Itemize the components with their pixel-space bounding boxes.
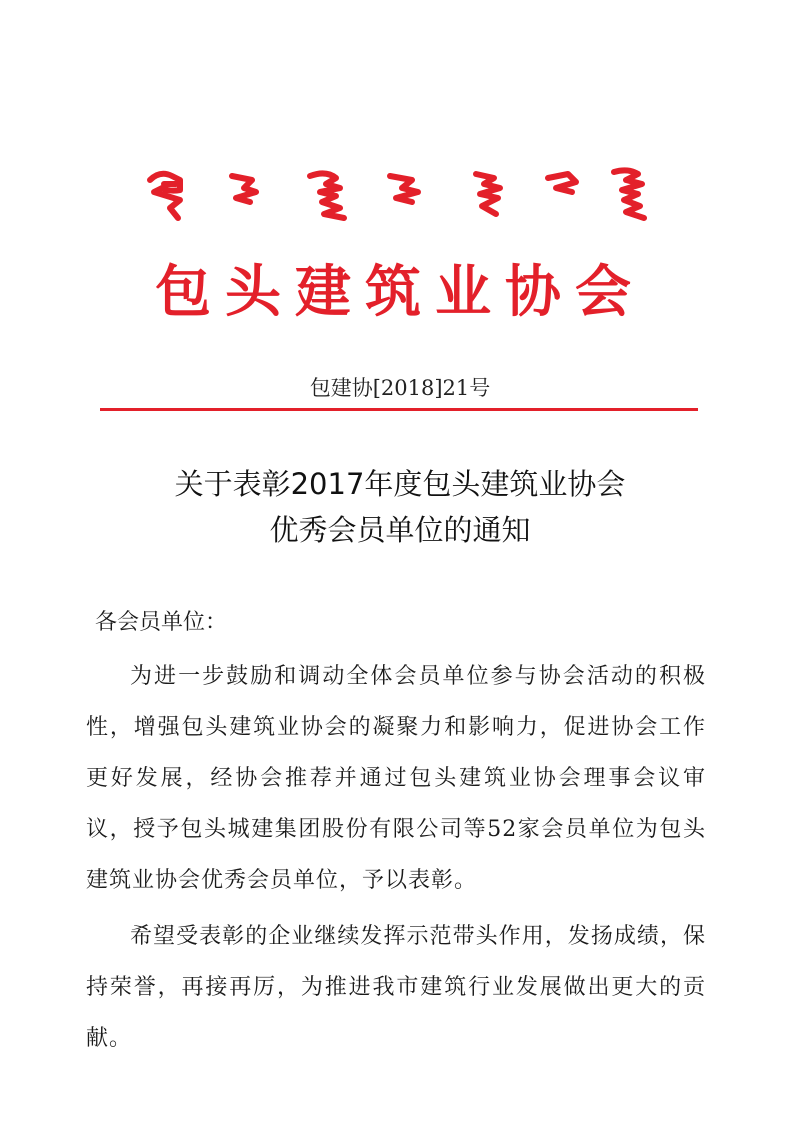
body-paragraph-1: 为进一步鼓励和调动全体会员单位参与协会活动的积极性，增强包头建筑业协会的凝聚力和影响力，促进协会工作更好发展，经协会推荐并通过包头建筑业协会理事会议审议，授予包头城建集团股份有限公司等52家会员单位为包头建筑业协会优秀会员单位，予以表彰。 <box>86 664 706 893</box>
red-header-divider <box>100 408 698 411</box>
document-number: 包建协[2018]21号 <box>309 376 491 400</box>
organization-name: 包头建筑业协会 <box>155 260 645 325</box>
salutation: 各会员单位： <box>95 610 228 635</box>
mongolian-org-name-logo <box>140 162 660 232</box>
notice-title-line-1: 关于表彰2017年度包头建筑业协会 <box>174 467 626 501</box>
notice-title-line-2: 优秀会员单位的通知 <box>269 513 531 547</box>
body-paragraph-2: 希望受表彰的企业继续发挥示范带头作用，发扬成绩，保持荣誉，再接再厉，为推进我市建筑行业发展做出更大的贡献。 <box>86 924 706 1051</box>
